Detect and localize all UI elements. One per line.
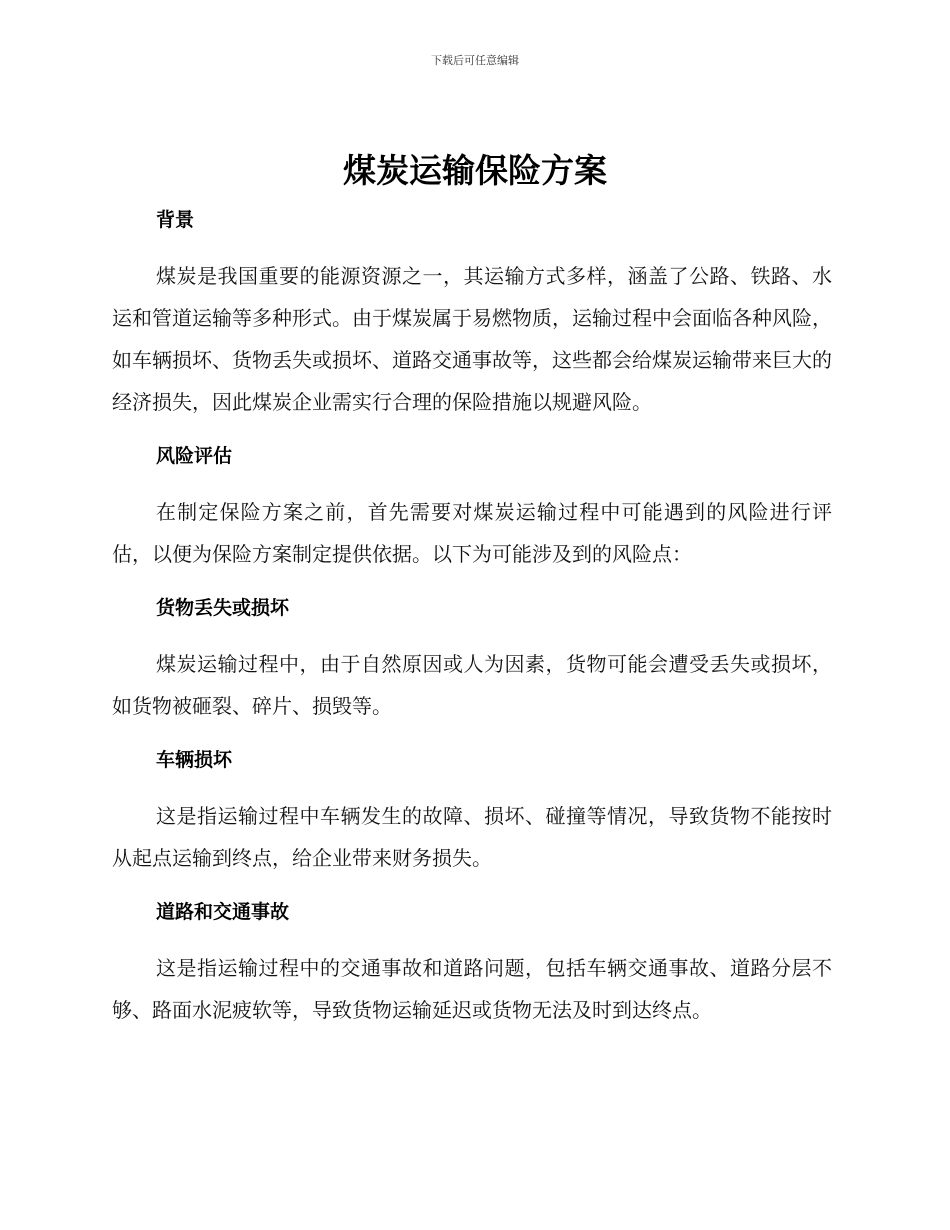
- section-heading-risk-assessment: 风险评估: [156, 445, 233, 467]
- document-title: 煤炭运输保险方案: [343, 151, 607, 190]
- section-heading-traffic-accidents: 道路和交通事故: [156, 901, 290, 923]
- section-paragraph-traffic-accidents: 这是指运输过程中的交通事故和道路问题，包括车辆交通事故、道路分层不够、路面水泥疲软等，导致货物运输延迟或货物无法及时到达终点。: [112, 956, 832, 1022]
- page-header-note: 下载后可任意编辑: [431, 54, 519, 67]
- section-paragraph-risk-assessment: 在制定保险方案之前，首先需要对煤炭运输过程中可能遇到的风险进行评估，以便为保险方案制定提供依据。以下为可能涉及到的风险点：: [112, 500, 832, 566]
- section-heading-vehicle-damage: 车辆损坏: [156, 749, 233, 771]
- section-paragraph-cargo-loss: 煤炭运输过程中，由于自然原因或人为因素，货物可能会遭受丢失或损坏，如货物被砸裂、碎片、损毁等。: [112, 652, 832, 718]
- document-body: [112, 203, 832, 1031]
- section-heading-background: 背景: [156, 209, 195, 231]
- section-heading-cargo-loss: 货物丢失或损坏: [156, 597, 290, 619]
- section-paragraph-vehicle-damage: 这是指运输过程中车辆发生的故障、损坏、碰撞等情况，导致货物不能按时从起点运输到终点，给企业带来财务损失。: [112, 804, 832, 870]
- section-paragraph-background: 煤炭是我国重要的能源资源之一，其运输方式多样，涵盖了公路、铁路、水运和管道运输等多种形式。由于煤炭属于易燃物质，运输过程中会面临各种风险，如车辆损坏、货物丢失或损坏、道路交通事故等，这些都会给煤炭运输带来巨大的经济损失，因此煤炭企业需实行合理的保险措施以规避风险。: [112, 264, 832, 414]
